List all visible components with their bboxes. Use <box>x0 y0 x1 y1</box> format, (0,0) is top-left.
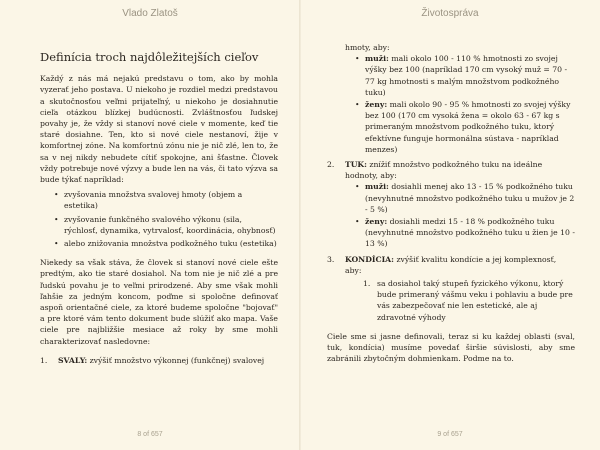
bullet-text: mali okolo 100 - 110 % hmotnosti zo svojej výšky bez 100 (napríklad 170 cm vysoký muž = 70 - 77 kg hmotnosti s malým množstvom podkožného tuku) <box>365 54 568 97</box>
goals-numbered-list-cont <box>327 159 575 323</box>
list-item-text: znížiť množstvo podkožného tuku na ideálne hodnoty, aby: <box>345 160 543 181</box>
bullet-item-men <box>355 181 575 215</box>
left-page-content <box>40 52 278 370</box>
bullet-item: • zvyšovania množstva svalovej hmoty (objem a estetika) <box>54 189 278 211</box>
goals-bullet-list <box>40 189 278 249</box>
list-item-label: TUK: <box>345 160 367 170</box>
bullet-item: • alebo znižovania množstva podkožného tuku (estetika) <box>54 238 278 249</box>
list-item-text: zvýšiť množstvo výkonnej (funkčnej) svalovej <box>89 355 265 365</box>
svaly-bullet-list <box>327 53 575 155</box>
right-page-content <box>327 42 575 364</box>
goals-numbered-list <box>40 355 278 366</box>
running-head-chapter: Životospráva <box>421 8 479 19</box>
bullet-label: ženy: <box>365 100 388 110</box>
bullet-label: muži: <box>365 182 389 192</box>
tuk-bullet-list <box>345 181 575 249</box>
sublist-text: sa dosiahol taký stupeň fyzického výkonu, ktorý bude primeraný vášmu veku i pohlaviu a bude pre vás zabezpečovať nie len estetické, ale aj zdravotné výhody <box>377 279 573 322</box>
bullet-text: dosiahli medzi 15 - 18 % podkožného tuku (nevyhnutné množstvo podkožného tuku u žien je 10 - 13 %) <box>365 217 575 249</box>
bullet-item-men <box>355 53 575 98</box>
list-number: 3. <box>327 254 335 264</box>
bullet-item-women <box>355 99 575 155</box>
bullet-label: ženy: <box>365 217 388 227</box>
section-title: Definícia troch najdôležitejších cieľov <box>40 50 259 64</box>
bullet-text: mali okolo 90 - 95 % hmotnosti zo svojej výšky bez 100 (170 cm vysoká žena = okolo 63 - 67 kg s primeraným množstvom podkožného tuku, ktorý efektívne funguje hormonálna sústava - napríklad menzes) <box>365 100 571 154</box>
list-item-tuk <box>327 159 575 250</box>
kondicia-sublist <box>345 278 575 323</box>
bullet-label: muži: <box>365 54 389 64</box>
list-number: 2. <box>327 160 335 170</box>
list-item-text: zvýšiť kvalitu kondície a jej komplexnosť, aby: <box>345 254 557 275</box>
sublist-item <box>363 278 575 323</box>
closing-paragraph: Ciele sme si jasne definovali, teraz si ku každej oblasti (sval, tuk, kondícia) musíme povedať širšie súvislosti, aby sme zabránili zbytočným dohmienkam. Podme na to. <box>327 331 575 364</box>
intro-paragraph: Každý z nás má nejakú predstavu o tom, ako by mohla vyzerať jeho postava. U niekoho je rozdiel medzi predstavou a skutočnosťou veľmi prijateľný, u niekoho je dosiahnutie cieľa otázkou blízkej budúcnosti. Zvláštnosťou ľudskej povahy je, že vždy si stanoví nové ciele v momente, keď tie staré dosiahne. Ten, kto si nové ciele nestanoví, žije v komfortnej zóne. Na komfortnú zónu nie je nič zlé, len to, že sa v nej nikdy nebudete cítiť spokojne, ani šťastne. Človek vždy potrebuje nové výzvy a bude len na vás, či tato výzva sa bude týkať napríklad: <box>40 74 278 185</box>
page-number: 9 of 657 <box>437 431 463 438</box>
page-number: 8 of 657 <box>137 431 163 438</box>
continued-text: hmoty, aby: <box>345 43 390 52</box>
bullet-item-women <box>355 216 575 250</box>
bullet-text: dosiahli menej ako 13 - 15 % podkožného tuku (nevyhnutné množstvo podkožného tuku u mužov je 2 - 5 %) <box>365 182 575 214</box>
list-item-kondicia <box>327 254 575 323</box>
list-item-label: SVALY: <box>58 355 88 365</box>
bullet-item: • zvyšovanie funkčného svalového výkonu (sila, rýchlosť, dynamika, vytrvalosť, koordinácia, ohybnosť) <box>54 214 278 236</box>
sublist-number: 1. <box>363 279 371 289</box>
list-item-label: KONDÍCIA: <box>345 254 394 264</box>
running-head-author: Vlado Zlatoš <box>122 8 178 19</box>
list-number: 1. <box>40 355 48 365</box>
second-paragraph: Niekedy sa však stáva, že človek si stanoví nové ciele ešte predtým, ako tie staré dosiahol. Na tom nie je nič zlé a pre ľudskú povahu je to veľmi prirodzené. Aby sme však mohli ľahšie za jedným koncom, poďme si spoločne definovať aspoň orientačné ciele, za ktoré budeme spoločne "bojovať" a pre ktoré vám tento dokument bude slúžiť ako mapa. Vaše ciele pre najbližšie mesiace až roky by sme mohli charakterizovať nasledovne: <box>40 258 278 346</box>
list-item-svaly <box>40 355 278 366</box>
